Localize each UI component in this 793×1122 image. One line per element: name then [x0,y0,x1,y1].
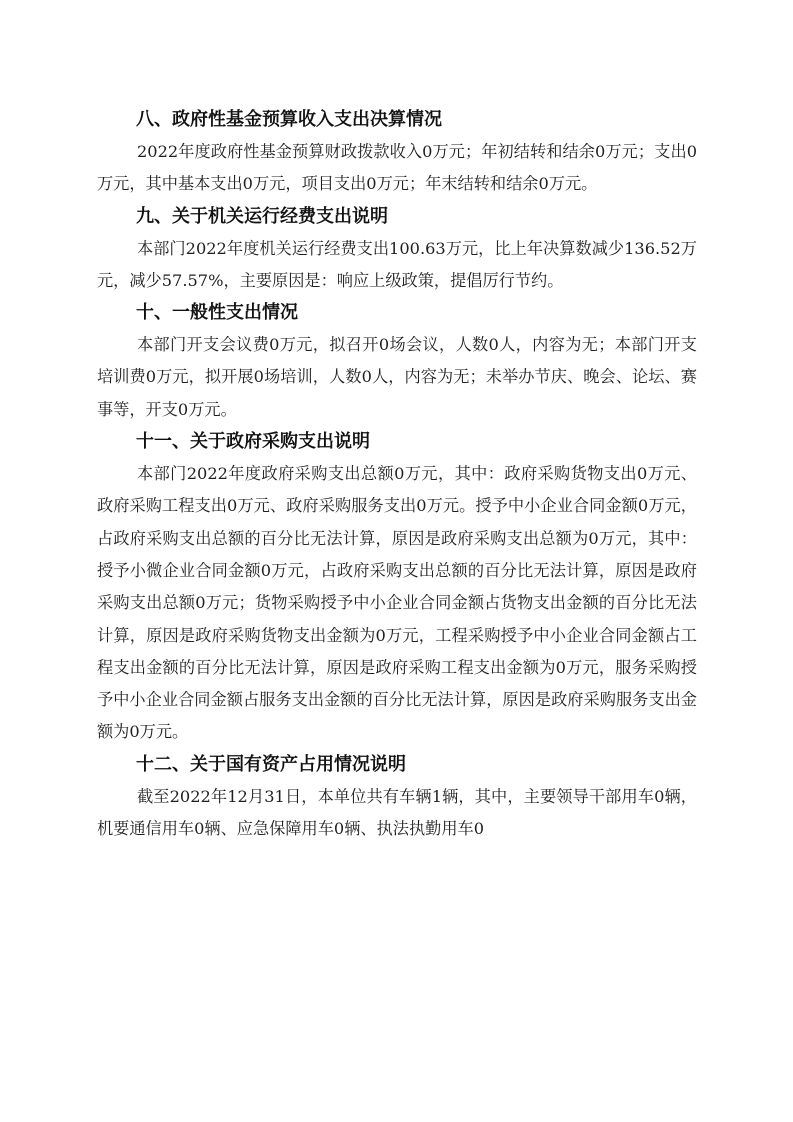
section-operating-expenses [97,201,697,298]
section-procurement [97,426,697,749]
section-paragraph: 截至2022年12月31日，本单位共有车辆1辆，其中，主要领导干部用车0辆，机要通信用车0辆、应急保障用车0辆、执法执勤用车0 [97,786,697,839]
section-paragraph: 2022年度政府性基金预算财政拨款收入0万元；年初结转和结余0万元；支出0万元，其中基本支出0万元，项目支出0万元；年末结转和结余0万元。 [97,142,697,194]
section-paragraph: 本部门2022年度政府采购支出总额0万元，其中：政府采购货物支出0万元、政府采购工程支出0万元、政府采购服务支出0万元。授予中小企业合同金额0万元，占政府采购支出总额的百分比无法计算，原因是政府采购支出总额为0万元，其中：授予小微企业合同金额0万元，占政府采购支出总额的百分比无法计算，原因是政府采购支出总额0万元；货物采购授予中小企业合同金额占货物支出金额的百分比无法计算，原因是政府采购货物支出金额为0万元，工程采购授予中小企业合同金额占工程支出金额的百分比无法计算，原因是政府采购工程支出金额为0万元，服务采购授予中小企业合同金额占服务支出金额的百分比无法计算，原因是政府采购服务支出金额为0万元。 [97,464,697,742]
section-paragraph: 本部门2022年度机关运行经费支出100.63万元，比上年决算数减少136.52万元，减少57.57%，主要原因是：响应上级政策，提倡厉行节约。 [97,238,697,290]
section-heading: 十、一般性支出情况 [136,302,298,324]
document-page [97,104,697,845]
section-heading: 八、政府性基金预算收入支出决算情况 [136,109,442,130]
section-heading: 十二、关于国有资产占用情况说明 [136,753,406,775]
section-heading: 九、关于机关运行经费支出说明 [136,205,388,227]
section-paragraph: 本部门开支会议费0万元，拟召开0场会议，人数0人，内容为无；本部门开支培训费0万元，拟开展0场培训，人数0人，内容为无；未举办节庆、晚会、论坛、赛事等，开支0万元。 [97,335,697,419]
section-state-assets [97,749,697,846]
section-government-fund [97,104,697,201]
section-heading: 十一、关于政府采购支出说明 [136,431,370,453]
section-general-expenses [97,297,697,426]
